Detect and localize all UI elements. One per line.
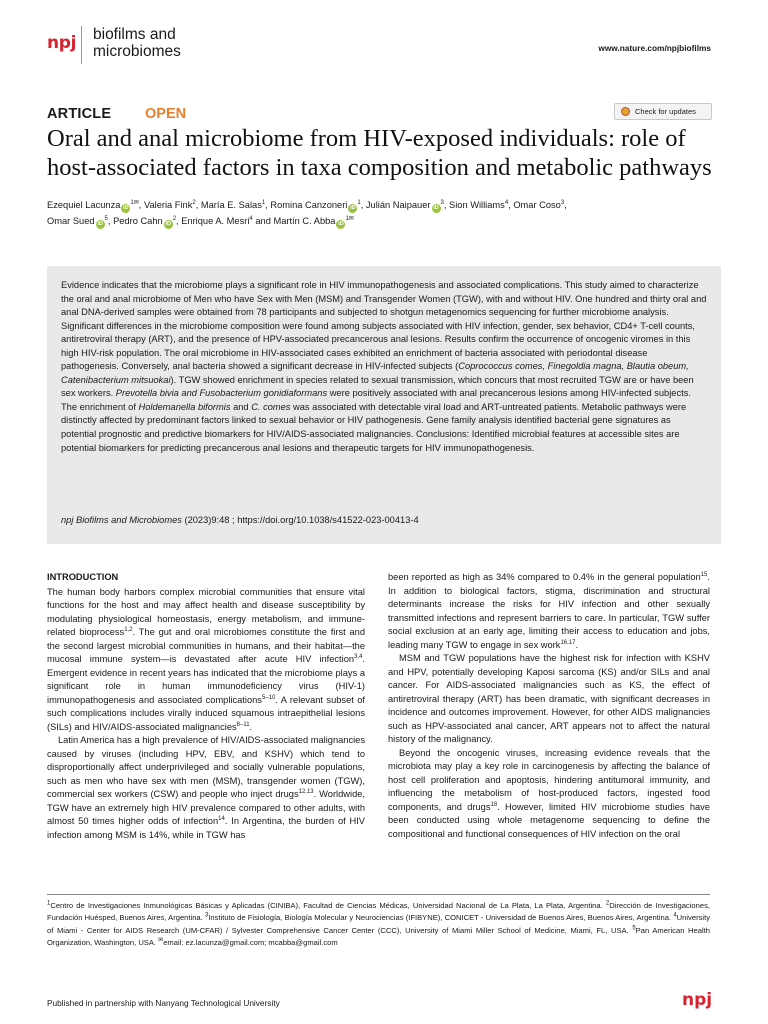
author-name[interactable]: Ezequiel Lacunza — [47, 200, 121, 210]
body-paragraph: The human body harbors complex microbial communities that ensure vital functions for the host and may affect health and disease susceptibility by modulating physiological homeostasis, energy metabolism, and immune-related bioprocess$^{1,2}$. The gut and oral microbiomes constitute the first and the second largest microbial communities in humans, and their habitat—the mucosal immune system—is devastated after acute HIV infection$^{3,4}$. Emergent evidence in recent years has indicated that the microbiome plays a significant role in human immunodeficiency virus (HIV-1) immunopathogenesis and associated complications$^{5-10}$. A relevant subset of such complications includes virally induced squamous intraepithelial lesions (SILs) and HIV/AIDS-associated malignancies$^{8-11}$. — [47, 586, 366, 732]
email-icon: ✉ — [158, 937, 164, 944]
journal-name-line2: microbiomes — [93, 43, 181, 60]
author-affiliation: 1 — [357, 199, 361, 206]
citation-doi-link[interactable]: (2023)9:48 ; https://doi.org/10.1038/s41522-023-00413-4 — [181, 515, 419, 525]
orcid-icon[interactable]: iD — [165, 221, 171, 227]
author-affiliation: 1 — [261, 199, 266, 206]
author-affiliation: 1✉ — [345, 215, 354, 222]
correspondence-email[interactable]: email: ez.lacunza@gmail.com; mcabba@gmail.com — [163, 937, 338, 947]
section-heading: INTRODUCTION — [47, 572, 119, 582]
citation-journal: npj Biofilms and Microbiomes — [61, 515, 182, 525]
logo-divider — [81, 26, 82, 64]
footnote-divider — [47, 894, 710, 895]
author-affiliation: 2 — [192, 199, 196, 206]
journal-url-link[interactable]: www.nature.com/npjbiofilms — [598, 43, 711, 53]
author-affiliation: 3 — [560, 199, 565, 206]
reference-link[interactable]: 3,4 — [354, 653, 363, 660]
check-for-updates-label: Check for updates — [635, 107, 696, 116]
author-affiliation: 1✉ — [130, 199, 139, 206]
reference-link[interactable]: 1,2 — [124, 626, 133, 633]
journal-name — [93, 26, 181, 60]
journal-logo[interactable]: npj — [47, 33, 77, 53]
open-access-label: OPEN — [145, 106, 187, 122]
orcid-icon[interactable]: iD — [123, 205, 129, 211]
author-name[interactable]: Omar Sued — [47, 216, 95, 226]
body-paragraph: been reported as high as 34% compared to 0.4% in the general population$^{15}$. In addition to biological factors, stigma, discrimination and structural determinants increase the risks for HIV infection and other sexually transmitted infections and represent barriers to care. In particular, TGW suffer social exclusion at an early age, limiting their access to education and jobs, leading many TGW to engage in sex work$^{16,17}$. — [388, 571, 710, 650]
reference-link[interactable]: 15 — [700, 571, 708, 578]
body-column-left — [47, 571, 365, 842]
author-affiliation: 2 — [172, 215, 177, 222]
author-affiliation: 3 — [440, 199, 444, 206]
author-name[interactable]: Pedro Cahn — [113, 216, 163, 226]
crossmark-icon — [621, 107, 630, 116]
reference-link[interactable]: 12,13 — [298, 788, 314, 795]
author-name[interactable]: María E. Salas — [200, 200, 262, 210]
author-name[interactable]: Omar Coso — [513, 200, 561, 210]
reference-link[interactable]: 16,17 — [560, 639, 576, 646]
article-type-label: ARTICLE — [47, 106, 112, 122]
body-paragraph: Beyond the oncogenic viruses, increasing evidence reveals that the microbiota may play a key role in carcinogenesis by affecting the balance of host cell proliferation and apoptosis, hindering antitumoral immunity, and influencing the metabolism of host-produced factors, ingested food components, and drugs$^{18}$. However, limited HIV microbiome studies have been conducted using whole metagenome sequencing to define the compositional and functional consequences of HIV infection on the oral — [388, 747, 710, 839]
body-column-right — [388, 571, 710, 841]
article-title: Oral and anal microbiome from HIV-exposed individuals: role of host-associated factors in taxa composition and metabolic pathways — [47, 125, 712, 181]
journal-name-line1: biofilms and — [93, 26, 176, 43]
body-paragraph: MSM and TGW populations have the highest risk for infection with KSHV and HPV, potentially developing Kaposi sarcoma (KS) and/or SILs and anal cancer. For AIDS-associated malignancies such as KS, the effect of antiretroviral therapy (ART) has been dramatic, with significant decreases in incidence and outcomes improvement. However, for other AIDS malignancies such as HPV-associated anal cancer, ART appears not to affect the natural history of the malignancy. — [388, 653, 710, 744]
orcid-icon[interactable]: iD — [338, 221, 344, 227]
publisher-partnership: Published in partnership with Nanyang Technological University — [47, 998, 280, 1008]
reference-link[interactable]: 5–10 — [261, 694, 276, 701]
author-name[interactable]: Julián Naipauer — [365, 200, 431, 210]
orcid-icon[interactable]: iD — [433, 205, 439, 211]
author-affiliation: 4 — [504, 199, 509, 206]
footer-logo: npj — [682, 990, 713, 1010]
author-name[interactable]: Martín C. Abba — [273, 216, 336, 226]
orcid-icon[interactable]: iD — [350, 205, 356, 211]
affiliations-footnote: $^1$Centro de Investigaciones Inmunológicas Básicas y Aplicadas (CINIBA), Facultad de Ciencias Médicas, Universidad Nacional de La Plata, La Plata, Argentina. $^2$Dirección de Investigaciones, Fundación Huésped, Buenos Aires, Argentina. $^3$Instituto de Fisiología, Biología Molecular y Neurociencias (IFIBYNE), CONICET - Universidad de Buenos Aires, Buenos Aires, Argentina. $^4$University of Miami - Center for AIDS Research (UM-CFAR) / Sylvester Comprehensive Cancer Center (CCC), University of Miami Miller School of Medicine, Miami, FL, USA. $^5$Pan American Health Organization, Washington, USA. ✉email: ez.lacunza@gmail.com; mcabba@gmail.com — [47, 900, 710, 947]
author-name[interactable]: Romina Canzoneri — [270, 200, 348, 210]
author-affiliation: 4 — [249, 215, 253, 222]
reference-link[interactable]: 14 — [218, 815, 225, 822]
author-name[interactable]: Enrique A. Mesri — [181, 216, 250, 226]
article-citation — [61, 515, 419, 525]
author-affiliation: 5 — [104, 215, 108, 222]
reference-link[interactable]: 8–11 — [236, 721, 250, 728]
reference-link[interactable]: 18 — [490, 801, 498, 808]
body-paragraph: Latin America has a high prevalence of HIV/AIDS-associated malignancies caused by viruses (including HPV, EBV, and KSHV) which tend to disproportionally affect underprivileged and socially vulnerable populations, such as men who have sex with men (MSM), transgender women (TGW), commercial sex workers (CSW) and people who inject drugs$^{12,13}$. Worldwide, TGW have an extremely high HIV prevalence compared to other adults, with almost 50 times higher odds of infection$^{14}$. In Argentina, the burden of HIV infection among MSM is 14%, while in TGW has — [47, 735, 365, 840]
author-list: Ezequiel Lacunza $iD^{1✉}$, Valeria Fink$^2$, María E. Salas$^1$, Romina Canzoneri $iD^1$, Julián Naipauer $iD^3$, Sion Williams$^4$, Omar Coso$^3$, Omar Sued $iD^5$, Pedro Cahn $iD^2$, Enrique A. Mesri$^4$ and Martín C. Abba $iD^{1✉}$ — [47, 199, 567, 227]
author-name[interactable]: Sion Williams — [449, 200, 505, 210]
orcid-icon[interactable]: iD — [97, 221, 103, 227]
check-for-updates-button[interactable] — [614, 103, 712, 120]
abstract-text: Evidence indicates that the microbiome plays a significant role in HIV immunopathogenesis and associated complications. This study aimed to characterize the oral and anal microbiome of Men who have Sex with Men (MSM) and Transgender Women (TGW), with and without HIV. One hundred and thirty oral and anal DNA-derived samples were obtained from 78 participants and subjected to shotgun metagenomics sequencing for further microbiome analysis. Significant differences in the microbiome composition were found among subjects associated with HIV infection, gender, sex behavior, CD4+ T-cell counts, antiretroviral therapy (ART), and the presence of HPV-associated precancerous anal lesions. Results confirm the occurrence of oncogenic viromes in this high HIV-risk population. The oral microbiome in HIV-associated cases exhibited an enrichment of bacteria associated with periodontal disease pathogenesis. Conversely, anal bacteria showed a significant decrease in HIV-infected subjects (Coprococcus comes, Finegoldia magna, Blautia obeum, Catenibacterium mitsuokai). TGW showed enrichment in species related to sexual transmission, which concurs that most recruited TGW are or have been sex workers. Prevotella bivia and Fusobacterium gonidiaformans were positively associated with anal precancerous lesions among HIV-infected subjects. The enrichment of Holdemanella biformis and C. comes was associated with detectable viral load and ART-untreated patients. Metabolic pathways were distinctly affected by predominant factors linked to sexual behavior or HIV pathogenesis. Gene family analysis identified bacterial gene signatures as potential prognostic and predictive biomarkers for HIV/AIDS-associated malignancies. Conclusions: Identified microbial features at accessible sites are potential biomarkers for predicting precancerous anal lesions and therapeutic targets for HIV immunopathogenesis. — [61, 280, 707, 453]
author-name[interactable]: Valeria Fink — [143, 200, 193, 210]
